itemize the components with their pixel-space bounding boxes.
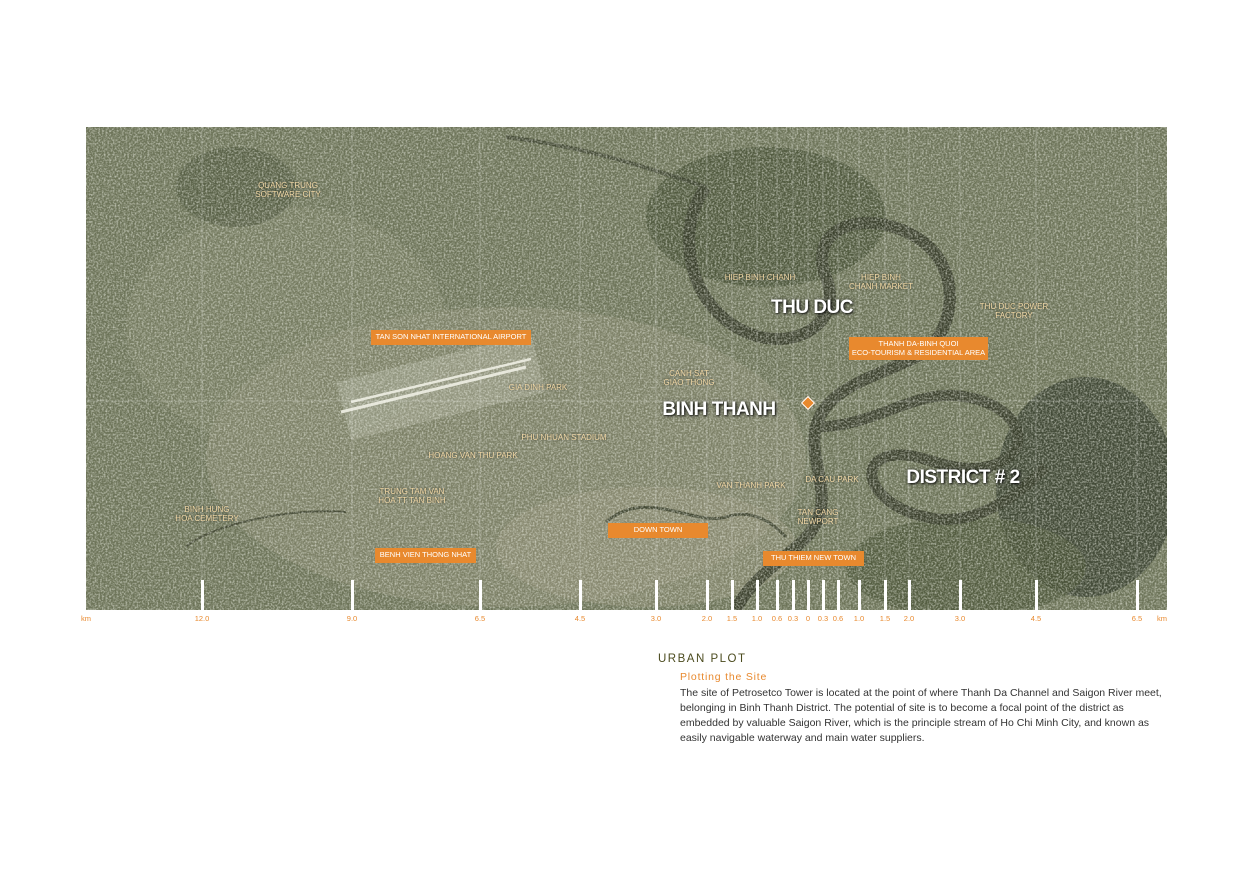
scale-tick (822, 580, 825, 610)
place-label-phu-nhuan: PHU NHUAN STADIUM (521, 433, 607, 442)
place-label-tan-cang: TAN CANG NEWPORT (797, 508, 839, 526)
place-label-van-thanh: VAN THANH PARK (716, 481, 786, 490)
scale-tick-label: 12.0 (194, 614, 210, 623)
scale-tick-label: 1.5 (879, 614, 891, 623)
scale-labels (0, 614, 1250, 628)
place-label-gia-dinh-park: GIA DINH PARK (508, 383, 568, 392)
scale-tick-label: 1.5 (726, 614, 738, 623)
scale-tick (731, 580, 734, 610)
scale-tick-label: 2.0 (903, 614, 915, 623)
scale-tick (908, 580, 911, 610)
district-label-district-2: DISTRICT # 2 (906, 467, 1020, 488)
landmark-tag-thanh-da: THANH DA-BINH QUOI ECO-TOURISM & RESIDENTIAL AREA (849, 337, 988, 360)
scale-tick (1136, 580, 1139, 610)
scale-tick (201, 580, 204, 610)
scale-tick-label: 0.6 (832, 614, 844, 623)
scale-tick-label: 6.5 (1131, 614, 1143, 623)
scale-tick (479, 580, 482, 610)
scale-tick (706, 580, 709, 610)
scale-tick-label: 0.3 (817, 614, 829, 623)
scale-tick-label: 3.0 (650, 614, 662, 623)
scale-tick (1035, 580, 1038, 610)
scale-tick-label: 0.3 (787, 614, 799, 623)
scale-tick-label: 9.0 (346, 614, 358, 623)
scale-unit-left: km (81, 614, 91, 623)
place-label-hiep-binh-chanh-market: HIEP BINH CHANH MARKET (848, 273, 914, 291)
landmark-tag-thu-thiem: THU THIEM NEW TOWN (763, 551, 864, 566)
scale-tick (884, 580, 887, 610)
scale-tick (351, 580, 354, 610)
scale-tick (655, 580, 658, 610)
scale-unit-right: km (1157, 614, 1167, 623)
scale-tick-label: 6.5 (474, 614, 486, 623)
caption (658, 653, 1162, 746)
scale-tick-label: 1.0 (751, 614, 763, 623)
scale-tick-label: 1.0 (853, 614, 865, 623)
caption-body: The site of Petrosetco Tower is located at the point of where Thanh Da Channel and Saigon River meet, belonging in Binh Thanh District. The potential of site is to become a focal point of the district as embedded by valuable Saigon River, which is the principle stream of Ho Chi Minh City, and known as easily navigable waterway and main water suppliers. (680, 687, 1162, 744)
place-label-binh-hung: BINH HUNG HOA CEMETERY (175, 505, 239, 523)
scale-tick-label: 0 (805, 614, 811, 623)
caption-heading: URBAN PLOT (658, 653, 747, 665)
map-base (86, 127, 1167, 610)
place-label-thu-duc-power: THU DUC POWER FACTORY (979, 302, 1049, 320)
scale-tick (959, 580, 962, 610)
scale-tick-label: 4.5 (574, 614, 586, 623)
scale-tick (792, 580, 795, 610)
scale-tick (807, 580, 810, 610)
place-label-da-cau: DA CAU PARK (805, 475, 859, 484)
caption-subheading: Plotting the Site (680, 671, 768, 683)
aerial-map (86, 127, 1167, 610)
place-label-hiep-binh-chanh: HIEP BINH CHANH (724, 273, 796, 282)
scale-tick (579, 580, 582, 610)
place-label-trung-tam-van-hoa: TRUNG TAM VAN HOA TT TAN BINH (378, 487, 446, 505)
landmark-tag-airport: TAN SON NHAT INTERNATIONAL AIRPORT (371, 330, 531, 345)
landmark-tag-benh-vien: BENH VIEN THONG NHAT (375, 548, 476, 563)
scale-tick-label: 4.5 (1030, 614, 1042, 623)
scale-tick-label: 3.0 (954, 614, 966, 623)
district-label-binh-thanh: BINH THANH (662, 399, 776, 420)
scale-tick (776, 580, 779, 610)
place-label-quang-trung: QUANG TRUNG SOFTWARE CITY (255, 181, 321, 199)
scale-tick (837, 580, 840, 610)
scale-tick (858, 580, 861, 610)
place-label-canh-sat: CANH SAT GIAO THONG (663, 369, 715, 387)
scale-tick-label: 0.6 (771, 614, 783, 623)
district-label-thu-duc: THU DUC (771, 297, 853, 318)
scale-tick-label: 2.0 (701, 614, 713, 623)
landmark-tag-downtown: DOWN TOWN (608, 523, 708, 538)
scale-tick (756, 580, 759, 610)
place-label-hoang-van-thu: HOANG VAN THU PARK (428, 451, 518, 460)
